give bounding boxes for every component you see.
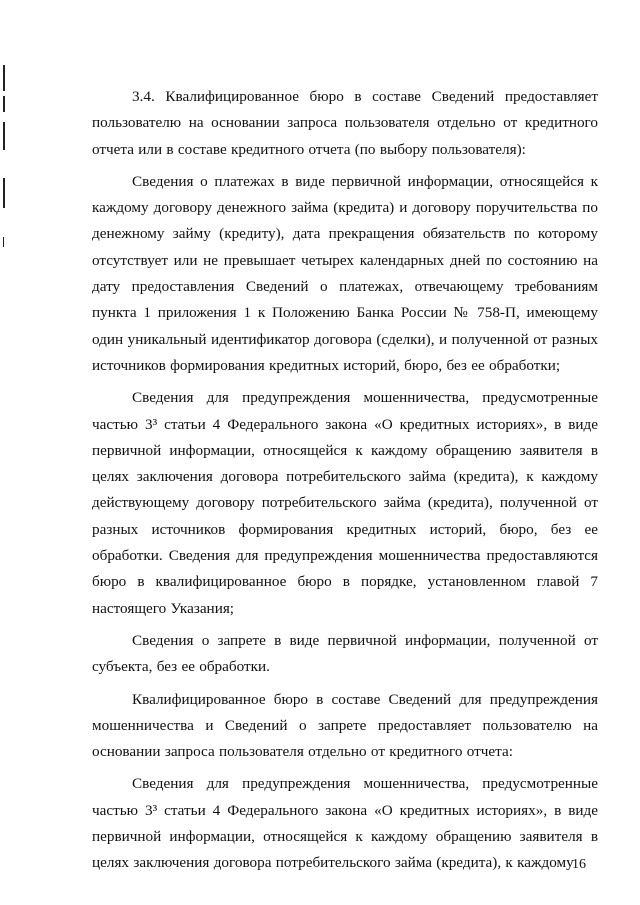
paragraph-fraud-prevention-info: Сведения для предупреждения мошенничества, предусмотренные частью 3³ статьи 4 Федерального закона «О кредитных историях», в виде первичной информации, относящейся к каждому обращению заявителя в целях заключения договора потребительского займа (кредита), к каждому действующему договору потребительского займа (кредита), полученной от разных источников формирования кредитных историй, бюро, без ее обработки. Сведения для предупреждения мошенничества предоставляются бюро в квалифицированное бюро в порядке, установленном главой 7 настоящего Указания;	[92, 389, 598, 617]
document-body	[92, 84, 598, 877]
page-number: 16	[572, 857, 586, 872]
scan-edge-mark	[3, 237, 4, 247]
scan-edge-mark	[3, 122, 5, 150]
scan-edge-mark	[3, 65, 5, 91]
paragraph-3-4: 3.4. Квалифицированное бюро в составе Сведений предоставляет пользователю на основании запроса пользователя отдельно от кредитного отчета или в составе кредитного отчета (по выбору пользователя):	[92, 88, 598, 158]
paragraph-prohibition-info: Сведения о запрете в виде первичной информации, полученной от субъекта, без ее обработки.	[92, 631, 598, 676]
scan-edge-mark	[3, 96, 5, 112]
paragraph-fraud-prevention-repeat: Сведения для предупреждения мошенничества, предусмотренные частью 3³ статьи 4 Федерального закона «О кредитных историях», в виде первичной информации, относящейся к каждому обращению заявителя в целях заключения договора потребительского займа (кредита), к каждому	[92, 775, 598, 872]
paragraph-qualified-bureau: Квалифицированное бюро в составе Сведений для предупреждения мошенничества и Сведений о запрете предоставляет пользователю на основании запроса пользователя отдельно от кредитного отчета:	[92, 690, 598, 761]
scan-edge-mark	[3, 178, 5, 208]
paragraph-payments-info: Сведения о платежах в виде первичной информации, относящейся к каждому договору денежного займа (кредита) и договору поручительства по денежному займу (кредиту), дата прекращения обязательств по которому отсутствует или не превышает четырех календарных дней по состоянию на дату предоставления Сведений о платежах, отвечающему требованиям пункта 1 приложения 1 к Положению Банка России № 758-П, имеющему один уникальный идентификатор договора (сделки), и полученной от разных источников формирования кредитных историй, бюро, без ее обработки;	[92, 172, 598, 374]
